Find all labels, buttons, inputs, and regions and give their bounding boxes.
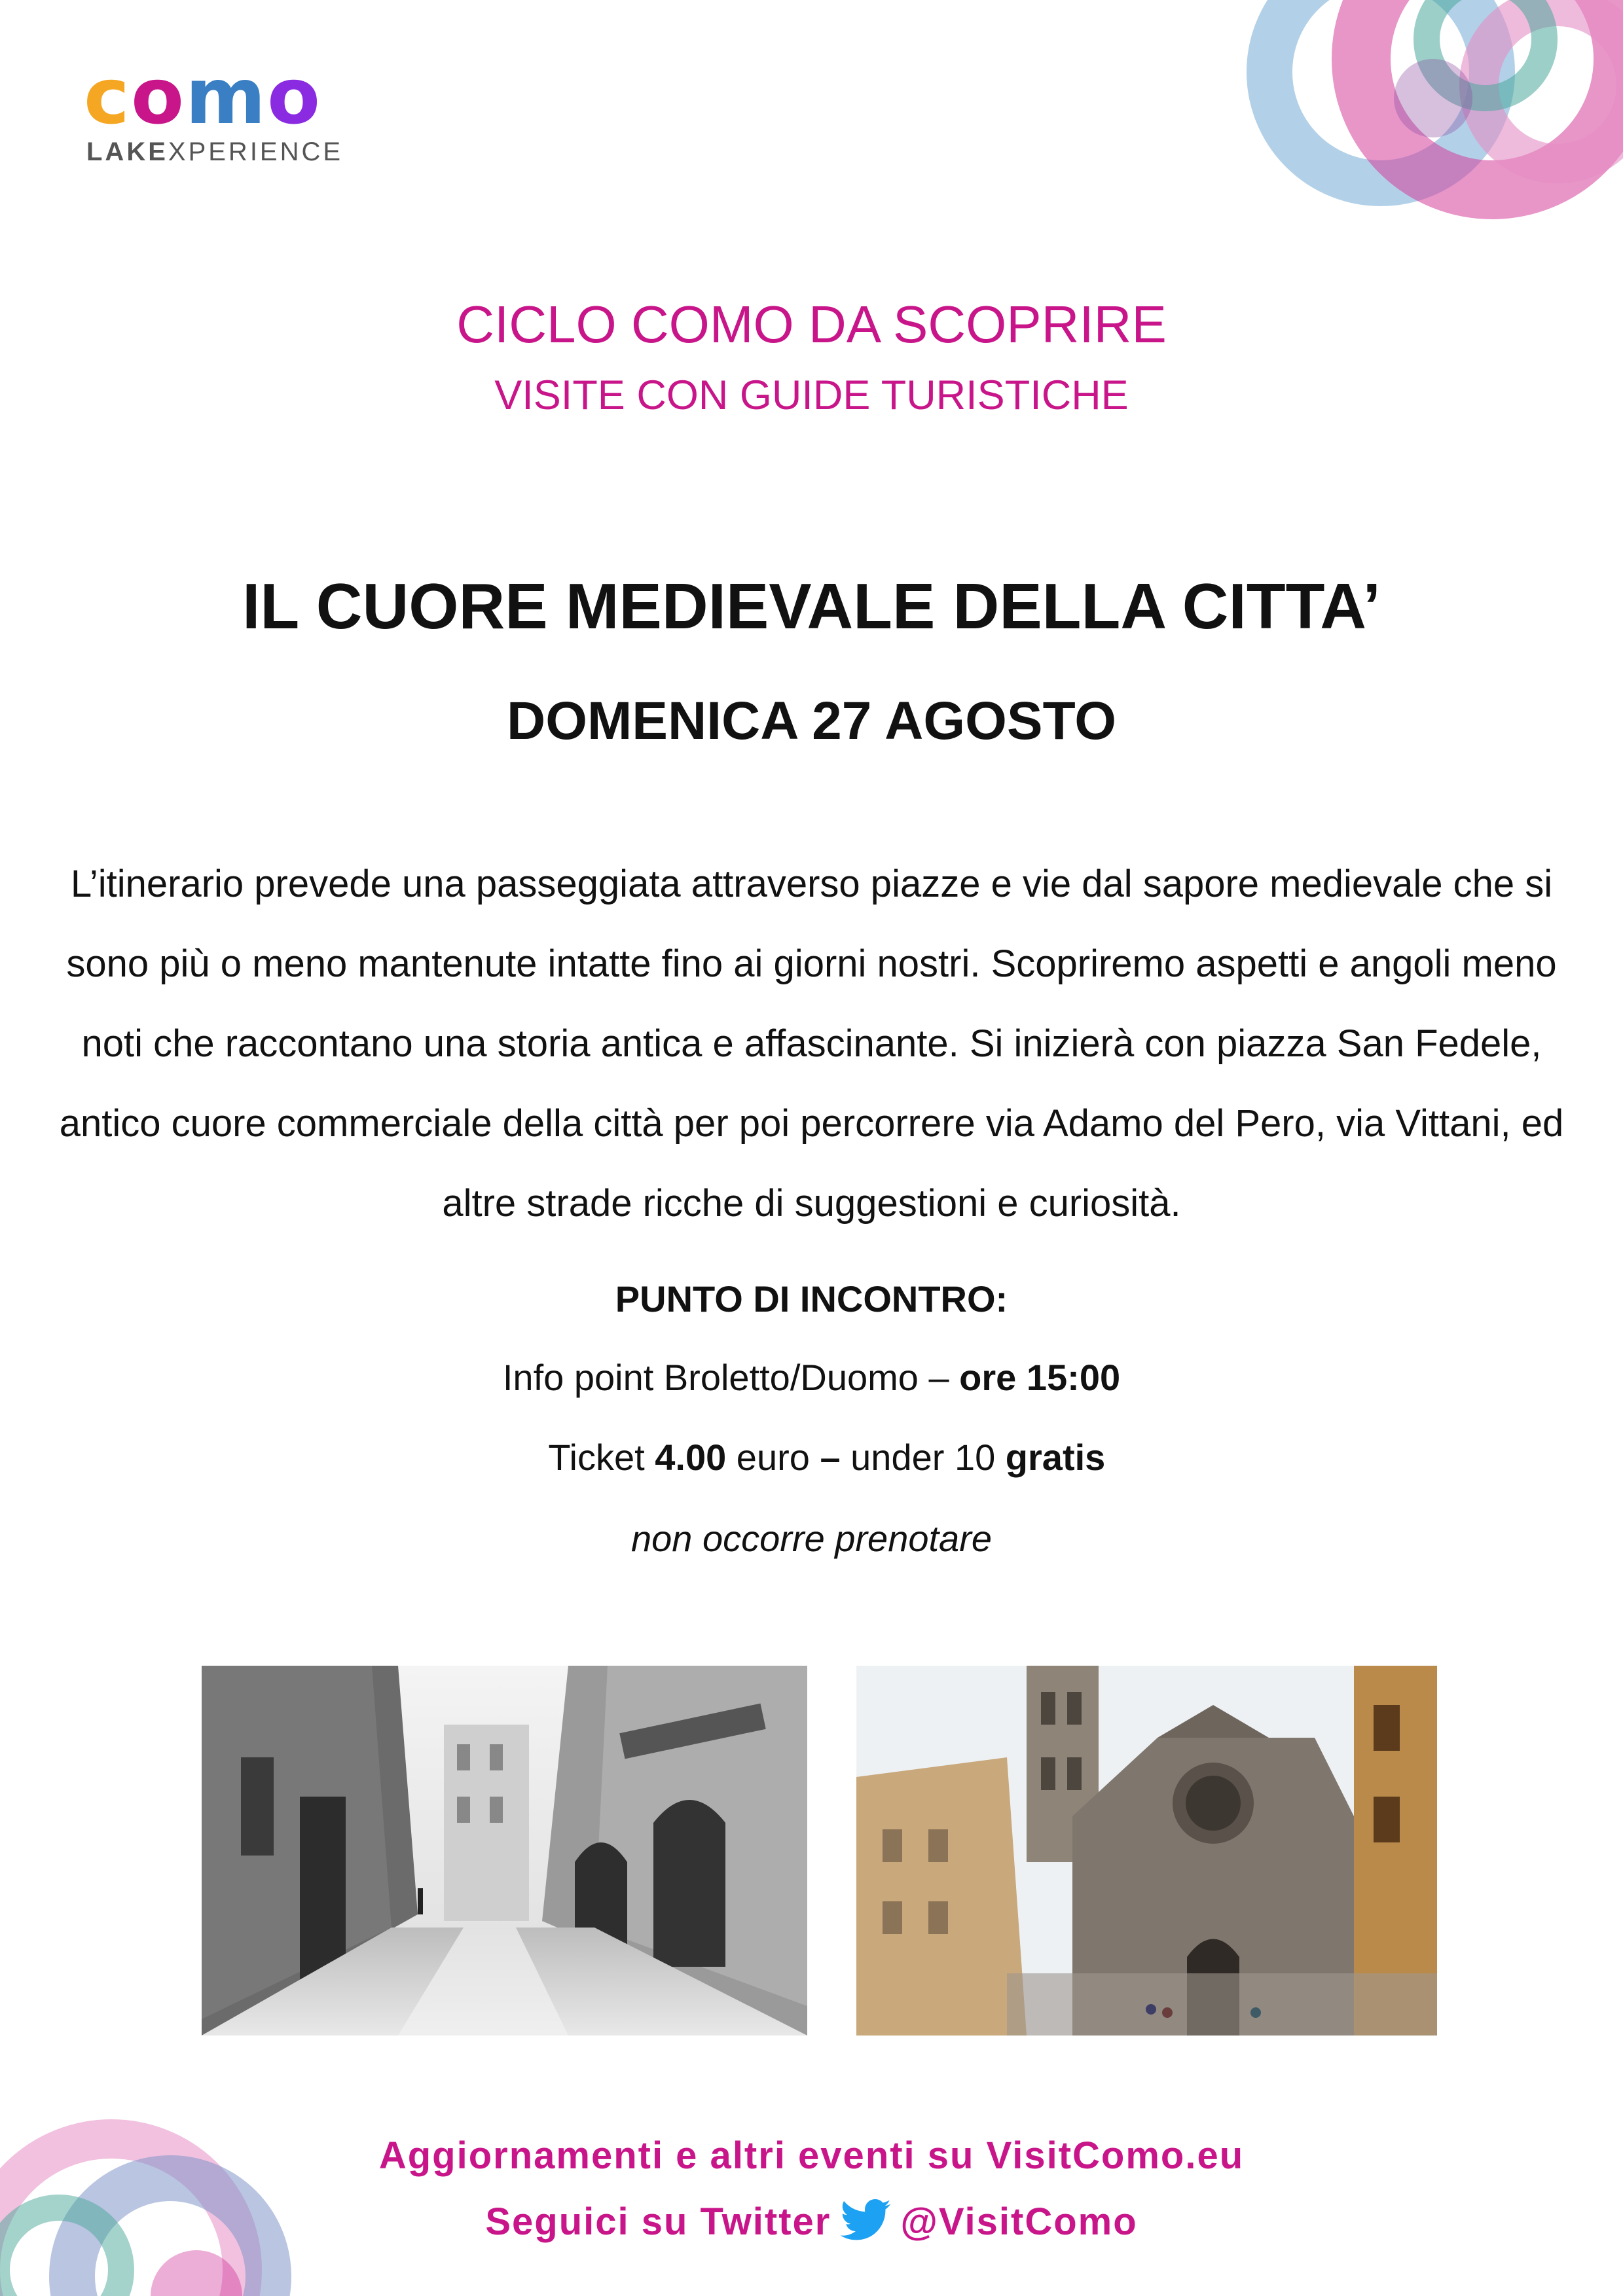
logo-letter-o2: o [267,51,318,141]
meeting-place [0,1356,1623,1399]
ticket-under: under 10 [840,1437,1006,1478]
event-description: L’itinerario prevede una passeggiata attraverso piazze e vie dal sapore medievale che si sono più o meno mantenute intatte fino ai giorni nostri. Scopriremo aspetti e angoli meno noti che raccontano una storia antica e affascinante. Si inizierà con piazza San Fedele, antico cuore commerciale della città per poi percorrere via Adamo del Pero, via Vittani, ed altre strade ricche di suggestioni e curiosità. [59,863,1564,1225]
no-reservation-note: non occorre prenotare [630,1518,992,1559]
decorative-circles-top [1217,0,1623,288]
cycle-subtitle: VISITE CON GUIDE TURISTICHE [494,372,1129,418]
ticket-unit: euro [726,1437,820,1478]
decorative-circles-bottom [0,2060,327,2296]
ticket-price: 4.00 [655,1437,727,1478]
meeting-point-colon: : [995,1278,1008,1319]
meeting-point-label: PUNTO DI INCONTRO [615,1278,996,1319]
logo-letter-m: m [185,51,263,141]
event-date: DOMENICA 27 AGOSTO [507,691,1116,751]
logo-tagline [86,137,343,167]
meeting-point-heading [0,1278,1623,1320]
twitter-bird-icon [840,2199,891,2241]
footer-twitter-line[interactable] [0,2199,1623,2244]
logo-tagline-rest: XPERIENCE [168,137,344,166]
cycle-title: CICLO COMO DA SCOPRIRE [456,295,1167,353]
twitter-handle: @VisitComo [900,2200,1138,2243]
logo-tagline-bold: LAKE [86,137,168,166]
meeting-time: ore 15:00 [959,1357,1121,1398]
meeting-place-text: Info point Broletto/Duomo – [502,1357,960,1398]
logo-wordmark [84,51,318,141]
footer-updates-link[interactable]: Aggiornamenti e altri eventi su VisitComo.eu [378,2134,1245,2177]
church-photo [856,1666,1437,2036]
twitter-prefix: Seguici su Twitter [485,2200,831,2243]
event-title: IL CUORE MEDIEVALE DELLA CITTA’ [242,570,1381,642]
ticket-free: gratis [1005,1437,1106,1478]
street-photo [202,1666,807,2036]
ticket-info [0,1436,1623,1479]
ticket-dash: – [820,1437,841,1478]
logo-letter-c: c [84,51,127,141]
como-lake-experience-logo [84,51,392,166]
logo-letter-o: o [130,51,182,141]
ticket-prefix: Ticket [548,1437,655,1478]
